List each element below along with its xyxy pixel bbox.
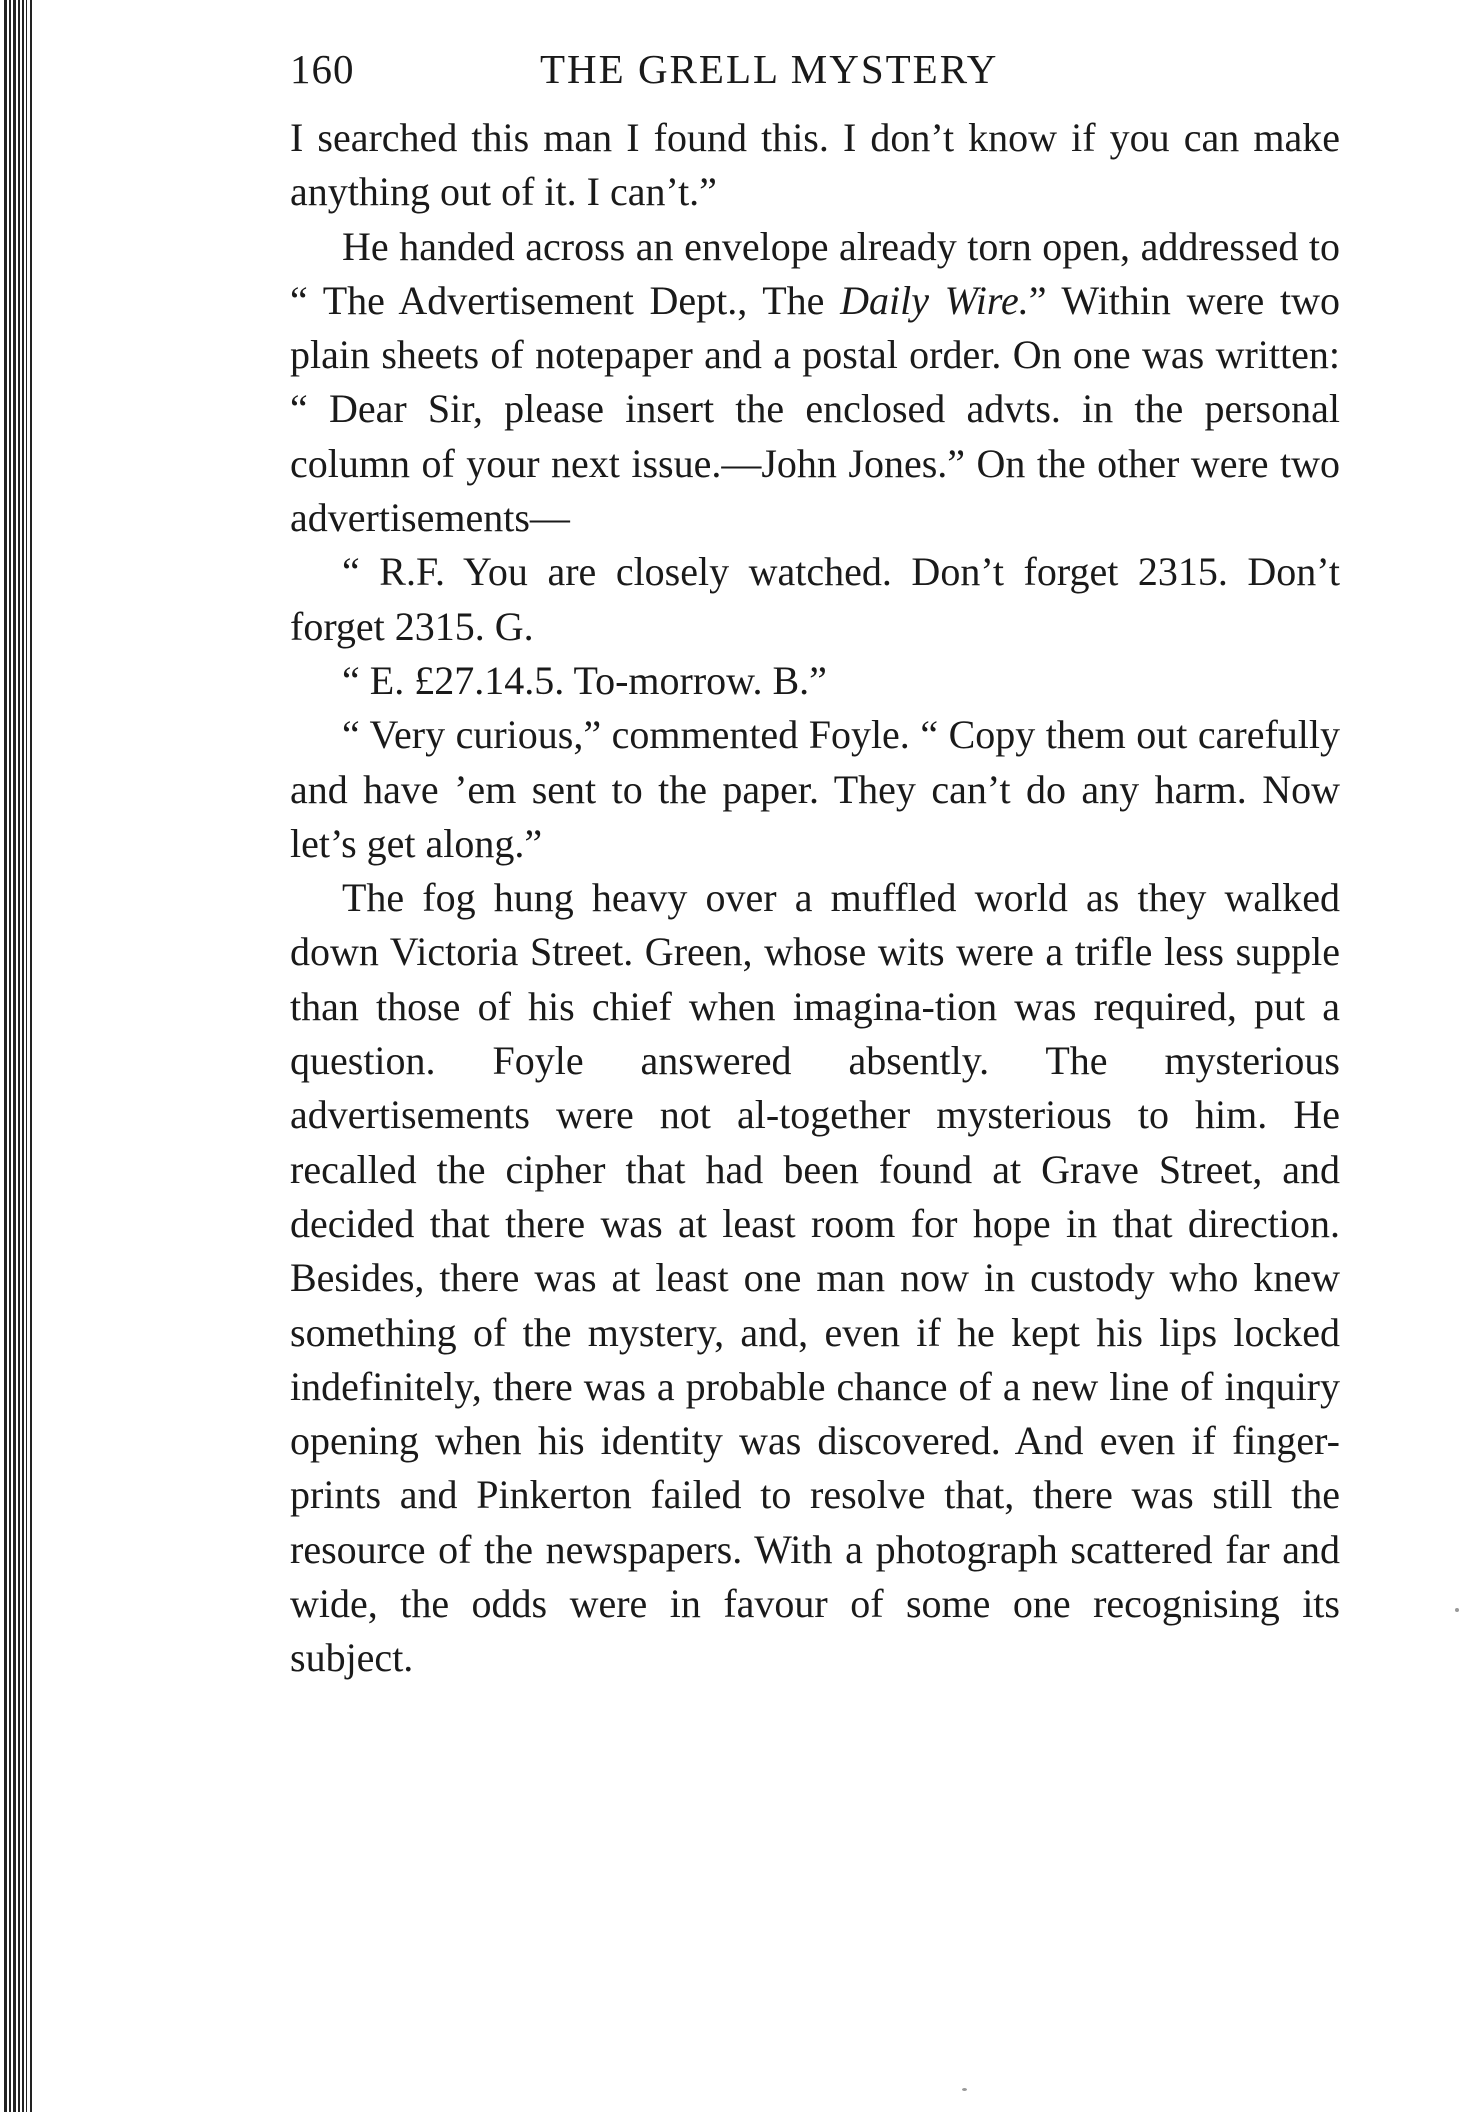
paper-speck — [1455, 1608, 1459, 1612]
paragraph — [290, 708, 1340, 871]
advertisement-text — [290, 654, 1340, 708]
paragraph-text: “ E. £27.14.5. To-morrow. B.” — [342, 657, 827, 703]
paragraph-text: I searched this man I found this. I don’t know if you can make anything out of it. I can’t.” — [290, 115, 1340, 215]
book-page — [290, 45, 1340, 1686]
paragraph-text: “ R.F. You are closely watched. Don’t forget 2315. Don’t forget 2315. G. — [290, 549, 1340, 649]
paragraph-text: “ Very curious,” commented Foyle. “ Copy them out carefully and have ’em sent to the paper. They can’t do any harm. Now let’s get along.” — [290, 712, 1340, 866]
advertisement-text — [290, 545, 1340, 654]
paragraph-text: ” Within were two plain sheets of notepaper and a postal order. On one was written: “ Dear Sir, please insert the enclosed advts. in the personal column of your next issue.—John Jones.” On the other were two advertisements— — [290, 277, 1340, 541]
paragraph — [290, 111, 1340, 220]
book-binding-edge — [0, 0, 40, 2112]
paragraph-text: He handed across an envelope already torn open, addressed to “ The Advertisement Dept., The — [290, 223, 1340, 323]
paper-speck — [962, 2088, 967, 2091]
paragraph — [290, 871, 1340, 1685]
paragraph — [290, 220, 1340, 546]
running-header — [290, 45, 1340, 111]
paragraph-text: The fog hung heavy over a muffled world as they walked down Victoria Street. Green, whose wits were a trifle less supple than those of his chief when imagina-tion was required, put a question. Foyle answered absently. The mysterious advertisements were not al-together mysterious to him. He recalled the cipher that had been found at Grave Street, and decided that there was at least room for hope in that direction. Besides, there was at least one man now in custody who knew something of the mystery, and, even if he kept his lips locked indefinitely, there was a probable chance of a new line of inquiry opening when his identity was discovered. And even if finger-prints and Pinkerton failed to resolve that, there was still the resource of the newspapers. With a photograph scattered far and wide, the odds were in favour of some one recognising its subject. — [290, 875, 1340, 1681]
newspaper-name: Daily Wire. — [840, 277, 1029, 323]
page-number: 160 — [290, 46, 355, 92]
running-title: THE GRELL MYSTERY — [540, 46, 999, 92]
body-text — [290, 111, 1340, 1686]
